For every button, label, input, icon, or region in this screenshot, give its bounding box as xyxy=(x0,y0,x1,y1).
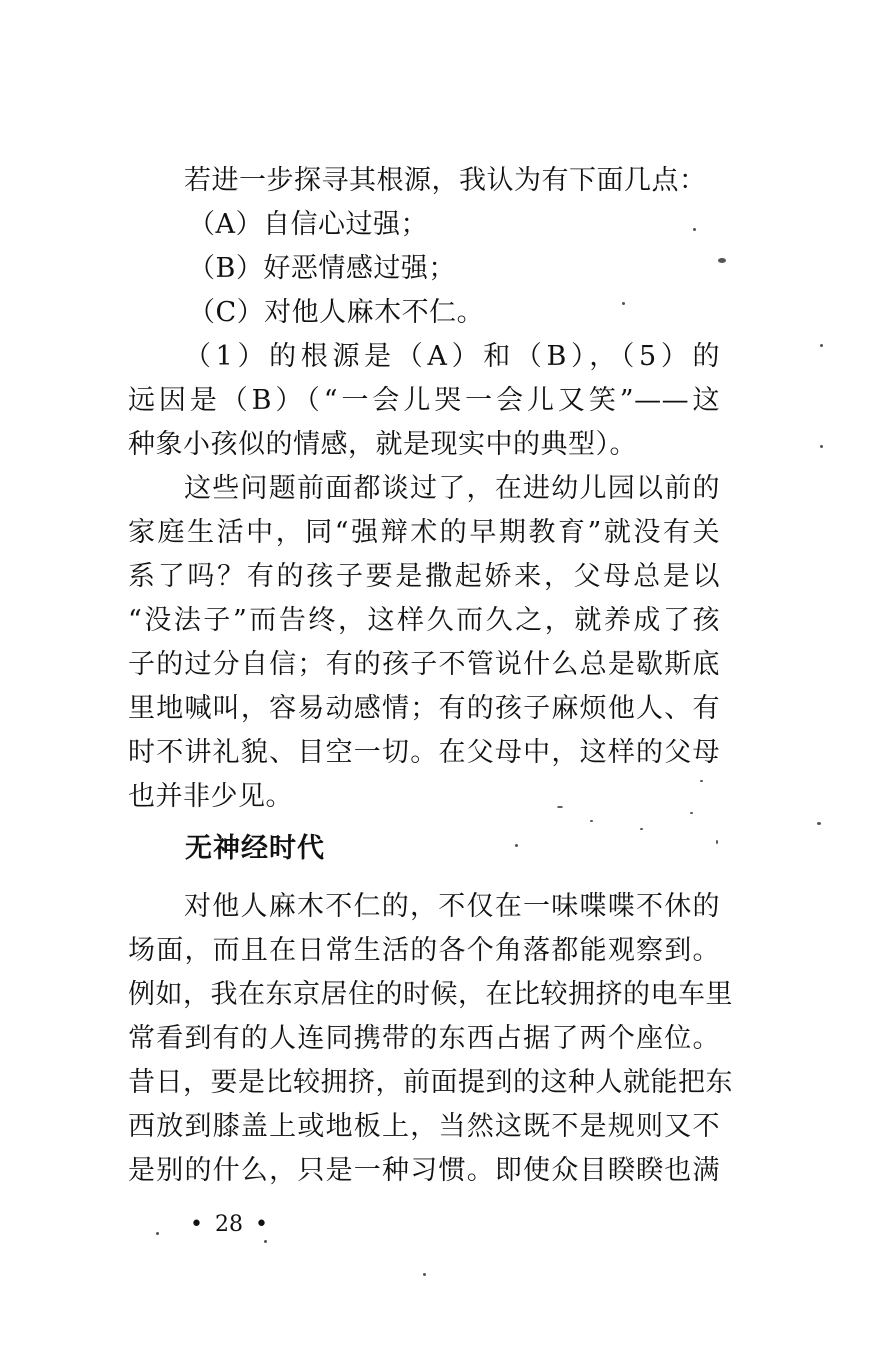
scan-speck xyxy=(716,840,718,844)
scan-speck xyxy=(820,445,823,448)
section-line-5: 昔日，要是比较拥挤，前面提到的这种人就能把东 xyxy=(128,1067,733,1098)
family-line-3: 系了吗？有的孩子要是撒起娇来，父母总是以 xyxy=(128,561,720,592)
scan-speck xyxy=(423,1273,426,1276)
family-line-7: 时不讲礼貌、目空一切。在父母中，这样的父母 xyxy=(128,737,720,768)
roots-line-2: 远因是（B）（“一会儿哭一会儿又笑”——这 xyxy=(128,385,720,416)
scan-speck xyxy=(817,822,821,825)
scan-speck xyxy=(700,780,703,782)
scan-speck xyxy=(640,828,643,830)
scan-speck xyxy=(690,812,693,814)
scan-speck xyxy=(557,806,563,808)
scan-speck xyxy=(718,258,726,263)
roots-line-1: （1）的根源是（A）和（B），（5）的 xyxy=(184,341,720,372)
page-number-dot-right: • xyxy=(254,1212,268,1237)
section-line-4: 常看到有的人连同携带的东西占据了两个座位。 xyxy=(128,1023,720,1054)
scan-speck xyxy=(622,302,625,305)
section-line-6: 西放到膝盖上或地板上，当然这既不是规则又不 xyxy=(128,1111,720,1142)
page-number xyxy=(178,1208,280,1242)
scan-speck xyxy=(820,344,823,347)
family-line-1: 这些问题前面都谈过了，在进幼儿园以前的 xyxy=(184,473,720,504)
page-number-dot-left: • xyxy=(190,1212,203,1237)
scan-speck xyxy=(264,1240,267,1243)
list-item-b: （B）好恶情感过强； xyxy=(188,253,456,284)
list-item-a: （A）自信心过强； xyxy=(188,209,428,240)
scan-speck xyxy=(515,844,518,847)
family-line-5: 子的过分自信；有的孩子不管说什么总是歇斯底 xyxy=(128,649,720,680)
section-line-1: 对他人麻木不仁的，不仅在一味喋喋不休的 xyxy=(184,891,720,922)
family-line-6: 里地喊叫，容易动感情；有的孩子麻烦他人、有 xyxy=(128,693,720,724)
section-heading: 无神经时代 xyxy=(185,833,325,864)
page-number-value: 28 xyxy=(214,1212,243,1237)
scan-speck xyxy=(156,1232,159,1235)
scan-speck xyxy=(693,228,696,231)
scan-speck xyxy=(590,820,593,822)
family-line-8: 也并非少见。 xyxy=(128,781,293,812)
roots-line-3: 种象小孩似的情感，就是现实中的典型）。 xyxy=(128,429,637,460)
list-item-c: （C）对他人麻木不仁。 xyxy=(188,297,485,328)
section-line-2: 场面，而且在日常生活的各个角落都能观察到。 xyxy=(128,935,720,966)
family-line-4: “没法子”而告终，这样久而久之，就养成了孩 xyxy=(128,605,720,636)
intro-line: 若进一步探寻其根源，我认为有下面几点： xyxy=(184,165,707,196)
section-line-7: 是别的什么，只是一种习惯。即使众目睽睽也满 xyxy=(128,1155,720,1186)
section-line-3: 例如，我在东京居住的时候，在比较拥挤的电车里 xyxy=(128,979,733,1010)
family-line-2: 家庭生活中，同“强辩术的早期教育”就没有关 xyxy=(128,517,720,548)
